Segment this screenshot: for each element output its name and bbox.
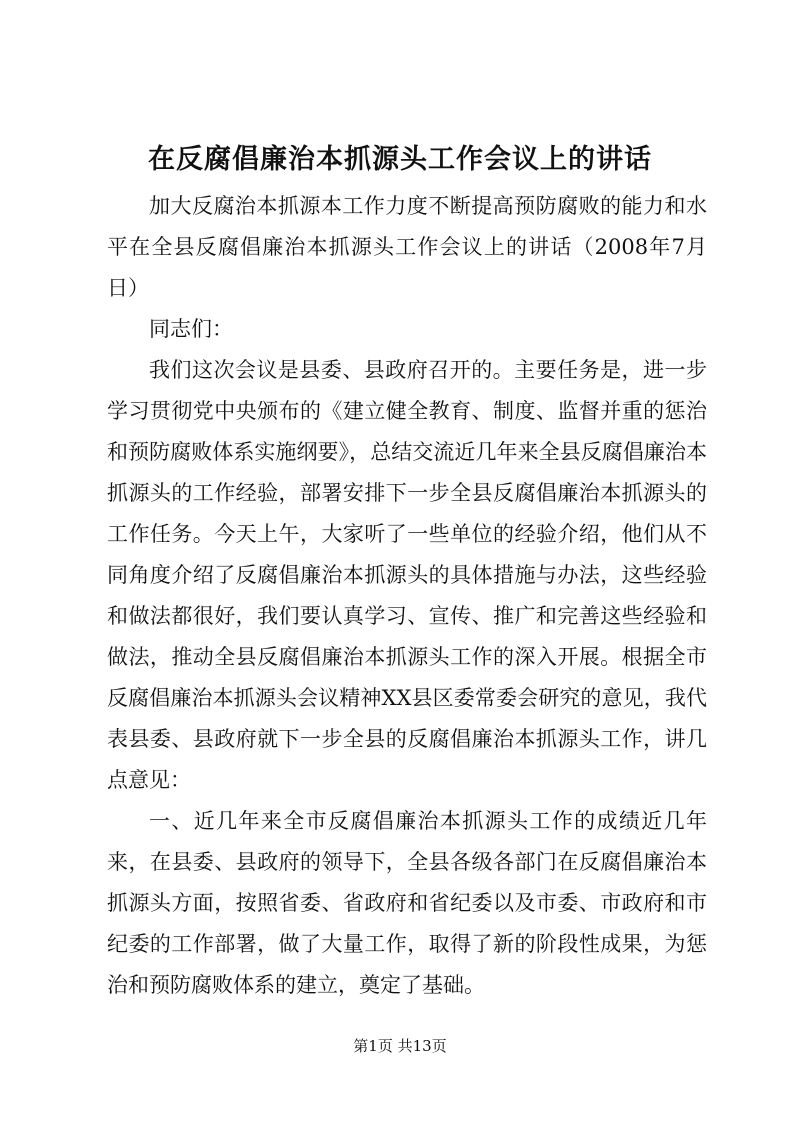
page-number-footer: 第1页 共13页 [353,1037,447,1055]
paragraph-meeting-purpose: 我们这次会议是县委、县政府召开的。主要任务是，进一步学习贯彻党中央颁布的《建立健全教育、制度、监督并重的惩治和预防腐败体系实施纲要》，总结交流近几年来全县反腐倡廉治本抓源头的工作经验，部署安排下一步全县反腐倡廉治本抓源头的工作任务。今天上午，大家听了一些单位的经验介绍，他们从不同角度介绍了反腐倡廉治本抓源头的具体措施与办法，这些经验和做法都很好，我们要认真学习、宣传、推广和完善这些经验和做法，推动全县反腐倡廉治本抓源头工作的深入开展。根据全市反腐倡廉治本抓源头会议精神XX县区委常委会研究的意见，我代表县委、县政府就下一步全县的反腐倡廉治本抓源头工作，讲几点意见： [107,358,707,792]
document-body [107,186,707,1006]
document-title: 在反腐倡廉治本抓源头工作会议上的讲话 [148,144,652,175]
paragraph-section-one: 一、近几年来全市反腐倡廉治本抓源头工作的成绩近几年来，在县委、县政府的领导下，全县各级各部门在反腐倡廉治本抓源头方面，按照省委、省政府和省纪委以及市委、市政府和市纪委的工作部署，做了大量工作，取得了新的阶段性成果，为惩治和预防腐败体系的建立，奠定了基础。 [107,809,707,997]
paragraph-salutation: 同志们： [149,317,233,341]
paragraph-intro: 加大反腐治本抓源本工作力度不断提高预防腐败的能力和水平在全县反腐倡廉治本抓源头工作会议上的讲话（2008年7月日） [107,194,707,300]
